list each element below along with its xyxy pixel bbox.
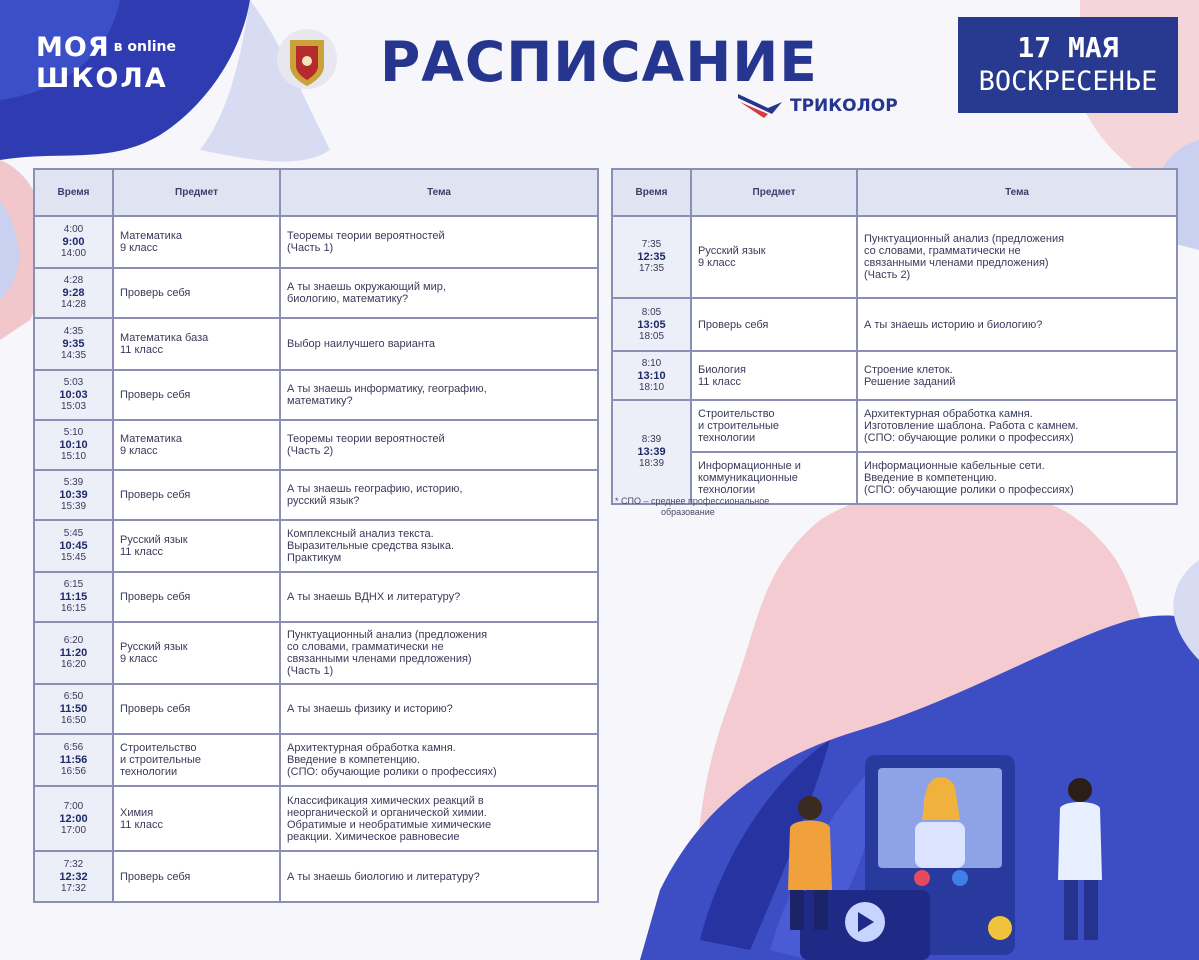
footnote-line1: * СПО – среднее профессиональное (615, 496, 770, 506)
time-cell (34, 370, 113, 420)
time-cell (34, 318, 113, 370)
subject-cell (691, 351, 857, 400)
subject-cell (113, 216, 280, 268)
share-icon (988, 916, 1012, 940)
illustration (660, 560, 1199, 960)
time-cell (34, 268, 113, 318)
subject-cell (113, 786, 280, 851)
table-row (34, 216, 598, 268)
time-value: 11:56 (59, 754, 88, 766)
subject-line: технологии (698, 484, 756, 496)
topic-line: Введение в компетенцию. (864, 472, 997, 484)
time-value: 10:03 (59, 389, 88, 401)
topic-line: Пунктуационный анализ (предложения (287, 629, 488, 641)
topic-cell (280, 734, 598, 786)
table-row (34, 684, 598, 734)
time-value: 18:10 (638, 381, 665, 393)
table-row (34, 470, 598, 520)
topic-cell (280, 216, 598, 268)
time-value: 5:10 (63, 427, 84, 438)
time-value: 9:35 (62, 338, 85, 350)
time-value: 14:00 (60, 248, 87, 259)
table-row (34, 268, 598, 318)
subject-line: Математика (120, 230, 182, 242)
tricolor-brand (738, 92, 898, 120)
topic-line: Выразительные средства языка. (287, 540, 454, 552)
logo-line1: МОЯ (36, 32, 110, 63)
subject-line: Проверь себя (120, 489, 191, 501)
topic-line: со словами, грамматически не (287, 641, 444, 653)
topic-line: Введение в компетенцию. (287, 754, 420, 766)
table-row (34, 622, 598, 684)
subject-cell (113, 470, 280, 520)
subject-cell (113, 318, 280, 370)
time-value: 12:00 (59, 812, 88, 825)
time-value: 15:45 (60, 552, 87, 563)
moya-shkola-logo (36, 32, 176, 94)
subject-line: Математика база (120, 332, 209, 344)
footnote (615, 496, 875, 518)
logo-badge: в online (113, 39, 177, 55)
topic-line: Пунктуационный анализ (предложения (864, 233, 1065, 245)
time-cell (612, 351, 691, 400)
subject-line: Химия (120, 806, 154, 819)
column-header-topic: Тема (280, 169, 598, 216)
topic-line: Архитектурная обработка камня. (864, 408, 1033, 420)
topic-cell (857, 216, 1177, 298)
time-value: 14:28 (60, 299, 87, 310)
schedule-table-right (611, 168, 1178, 505)
subject-line: Математика (120, 433, 182, 445)
table-row (34, 318, 598, 370)
time-value: 17:32 (60, 882, 87, 894)
time-value: 6:15 (63, 579, 84, 590)
topic-cell (280, 470, 598, 520)
subject-line: и строительные (120, 754, 202, 766)
topic-line: А ты знаешь окружающий мир, (287, 281, 446, 293)
subject-line: Биология (698, 363, 747, 376)
subject-line: Проверь себя (120, 870, 191, 883)
time-value: 5:45 (63, 528, 84, 539)
tricolor-brand-name: ТРИКОЛОР (790, 96, 898, 116)
subject-cell (113, 420, 280, 470)
topic-line: (СПО: обучающие ролики о профессиях) (864, 432, 1074, 444)
topic-line: Информационные кабельные сети. (864, 460, 1045, 472)
topic-line: А ты знаешь ВДНХ и литературу? (287, 591, 461, 603)
subject-cell (691, 298, 857, 351)
topic-line: (СПО: обучающие ролики о профессиях) (864, 484, 1074, 496)
date-text: 17 МАЯ (1017, 31, 1119, 64)
table-row (34, 734, 598, 786)
time-value: 7:00 (63, 800, 84, 812)
topic-line: (Часть 1) (287, 242, 334, 254)
subject-cell (113, 520, 280, 572)
tricolor-logo-icon (738, 92, 784, 120)
date-badge (958, 17, 1178, 113)
footnote-line2: образование (661, 507, 715, 517)
subject-cell (691, 400, 857, 452)
time-value: 18:39 (638, 458, 665, 469)
topic-line: Строение клеток. (864, 363, 953, 376)
weekday-text: ВОСКРЕСЕНЬЕ (978, 66, 1158, 97)
time-value: 10:39 (59, 489, 88, 501)
time-value: 15:39 (60, 501, 87, 512)
topic-line: А ты знаешь физику и историю? (287, 703, 453, 715)
subject-line: Проверь себя (120, 389, 191, 401)
column-header-subject: Предмет (691, 169, 857, 216)
subject-cell (113, 268, 280, 318)
subject-line: Проверь себя (120, 703, 191, 715)
column-header-subject: Предмет (113, 169, 280, 216)
subject-line: Русский язык (120, 641, 188, 653)
time-value: 6:20 (63, 635, 84, 646)
topic-line: А ты знаешь историю и биологию? (864, 318, 1043, 331)
subject-line: 9 класс (120, 653, 158, 665)
topic-line: (Часть 1) (287, 665, 334, 677)
table-row (612, 351, 1177, 400)
time-value: 17:35 (638, 263, 665, 274)
column-header-time: Время (612, 169, 691, 216)
subject-line: Строительство (120, 742, 197, 754)
table-row (34, 572, 598, 622)
time-cell (612, 400, 691, 504)
subject-line: 11 класс (120, 818, 163, 831)
topic-cell (857, 351, 1177, 400)
time-cell (34, 520, 113, 572)
time-value: 4:28 (63, 275, 84, 286)
topic-line: неорганической и органической химии. (287, 806, 487, 819)
column-header-topic: Тема (857, 169, 1177, 216)
time-value: 9:00 (62, 236, 85, 248)
topic-line: Теоремы теории вероятностей (287, 433, 445, 445)
time-value: 4:35 (63, 326, 84, 337)
topic-cell (857, 400, 1177, 452)
subject-line: Строительство (698, 408, 775, 420)
time-cell (34, 734, 113, 786)
subject-cell (691, 216, 857, 298)
time-cell (34, 851, 113, 902)
time-value: 10:10 (59, 439, 88, 451)
time-value: 11:50 (59, 703, 88, 715)
time-cell (612, 298, 691, 351)
topic-line: Практикум (287, 552, 342, 564)
page-title: РАСПИСАНИЕ (380, 30, 818, 94)
subject-line: технологии (698, 432, 756, 444)
topic-line: русский язык? (287, 495, 360, 507)
table-row (34, 420, 598, 470)
time-value: 13:05 (637, 318, 666, 331)
time-value: 17:00 (60, 824, 87, 836)
time-value: 9:28 (62, 287, 85, 299)
time-value: 5:39 (63, 477, 84, 488)
time-value: 6:56 (63, 742, 84, 753)
topic-line: связанными членами предложения) (864, 257, 1049, 269)
topic-line: реакции. Химическое равновесие (287, 830, 460, 843)
subject-line: 9 класс (120, 445, 158, 457)
topic-cell (280, 268, 598, 318)
time-value: 8:10 (641, 357, 662, 369)
topic-cell (280, 370, 598, 420)
subject-cell (113, 622, 280, 684)
table-row (612, 298, 1177, 351)
table-row (34, 370, 598, 420)
subject-line: Русский язык (698, 245, 766, 257)
topic-line: Комплексный анализ текста. (287, 528, 434, 540)
topic-cell (280, 851, 598, 902)
time-value: 11:20 (59, 647, 88, 659)
time-value: 11:15 (59, 591, 88, 603)
time-value: 13:39 (637, 446, 666, 458)
time-cell (34, 470, 113, 520)
time-value: 12:35 (637, 251, 666, 263)
subject-line: 9 класс (120, 242, 158, 254)
subject-cell (113, 370, 280, 420)
time-cell (34, 216, 113, 268)
time-cell (34, 684, 113, 734)
time-value: 7:32 (63, 858, 84, 870)
time-cell (34, 420, 113, 470)
topic-cell (280, 420, 598, 470)
topic-line: А ты знаешь биологию и литературу? (287, 870, 480, 883)
subject-cell (113, 684, 280, 734)
time-value: 6:50 (63, 691, 84, 702)
logo-line2: ШКОЛА (36, 63, 168, 94)
time-value: 12:32 (59, 870, 88, 883)
subject-cell (113, 734, 280, 786)
time-value: 18:05 (638, 330, 665, 342)
subject-line: 11 класс (698, 375, 741, 388)
time-value: 5:03 (63, 377, 84, 388)
subject-line: 11 класс (120, 344, 163, 356)
subject-line: 11 класс (120, 546, 163, 558)
subject-line: 9 класс (698, 257, 736, 269)
topic-cell (857, 452, 1177, 504)
time-value: 8:05 (641, 306, 662, 318)
time-value: 7:35 (641, 239, 662, 250)
time-cell (612, 216, 691, 298)
time-value: 15:03 (60, 401, 87, 412)
topic-line: биологию, математику? (287, 293, 409, 305)
topic-line: (Часть 2) (864, 269, 911, 281)
topic-line: математику? (287, 395, 353, 407)
topic-line: Выбор наилучшего варианта (287, 338, 436, 350)
time-value: 16:56 (60, 766, 87, 777)
table-row (34, 851, 598, 902)
time-value: 16:20 (60, 659, 87, 670)
table-row (34, 520, 598, 572)
time-value: 15:10 (60, 451, 87, 462)
topic-line: А ты знаешь географию, историю, (287, 483, 463, 495)
topic-cell (280, 622, 598, 684)
heart-icon (914, 870, 930, 886)
topic-line: Архитектурная обработка камня. (287, 742, 456, 754)
boy-figure (1058, 778, 1102, 940)
time-value: 8:39 (641, 434, 662, 445)
subject-line: Проверь себя (120, 591, 191, 603)
subject-line: Проверь себя (698, 318, 769, 331)
table-row (612, 400, 1177, 452)
time-value: 16:50 (60, 715, 87, 726)
topic-line: со словами, грамматически не (864, 245, 1021, 257)
subject-cell (113, 851, 280, 902)
time-cell (34, 786, 113, 851)
table-row (612, 216, 1177, 298)
topic-line: Классификация химических реакций в (287, 794, 484, 807)
subject-line: и строительные (698, 420, 780, 432)
subject-line: Информационные и (698, 460, 801, 472)
schedule-table-left (33, 168, 599, 903)
topic-cell (280, 520, 598, 572)
topic-line: Изготовление шаблона. Работа с камнем. (864, 420, 1079, 432)
subject-line: коммуникационные (698, 472, 798, 484)
topic-cell (857, 298, 1177, 351)
subject-line: технологии (120, 766, 178, 778)
time-cell (34, 572, 113, 622)
topic-line: связанными членами предложения) (287, 653, 472, 665)
topic-line: (СПО: обучающие ролики о профессиях) (287, 766, 497, 778)
emblem-icon (276, 26, 338, 92)
topic-line: Теоремы теории вероятностей (287, 230, 445, 242)
column-header-time: Время (34, 169, 113, 216)
topic-line: (Часть 2) (287, 445, 334, 457)
subject-cell (113, 572, 280, 622)
topic-cell (280, 786, 598, 851)
topic-cell (280, 684, 598, 734)
time-value: 16:15 (60, 603, 87, 614)
topic-cell (280, 318, 598, 370)
subject-line: Проверь себя (120, 287, 191, 299)
subject-line: Русский язык (120, 534, 188, 546)
topic-line: А ты знаешь информатику, географию, (287, 383, 487, 395)
time-value: 4:00 (63, 224, 84, 235)
like-icon (952, 870, 968, 886)
time-cell (34, 622, 113, 684)
topic-line: Обратимые и необратимые химические (287, 818, 492, 831)
time-value: 13:10 (637, 369, 666, 382)
topic-cell (280, 572, 598, 622)
table-row (34, 786, 598, 851)
time-value: 10:45 (59, 540, 88, 552)
topic-line: Решение заданий (864, 375, 956, 388)
time-value: 14:35 (60, 350, 87, 361)
